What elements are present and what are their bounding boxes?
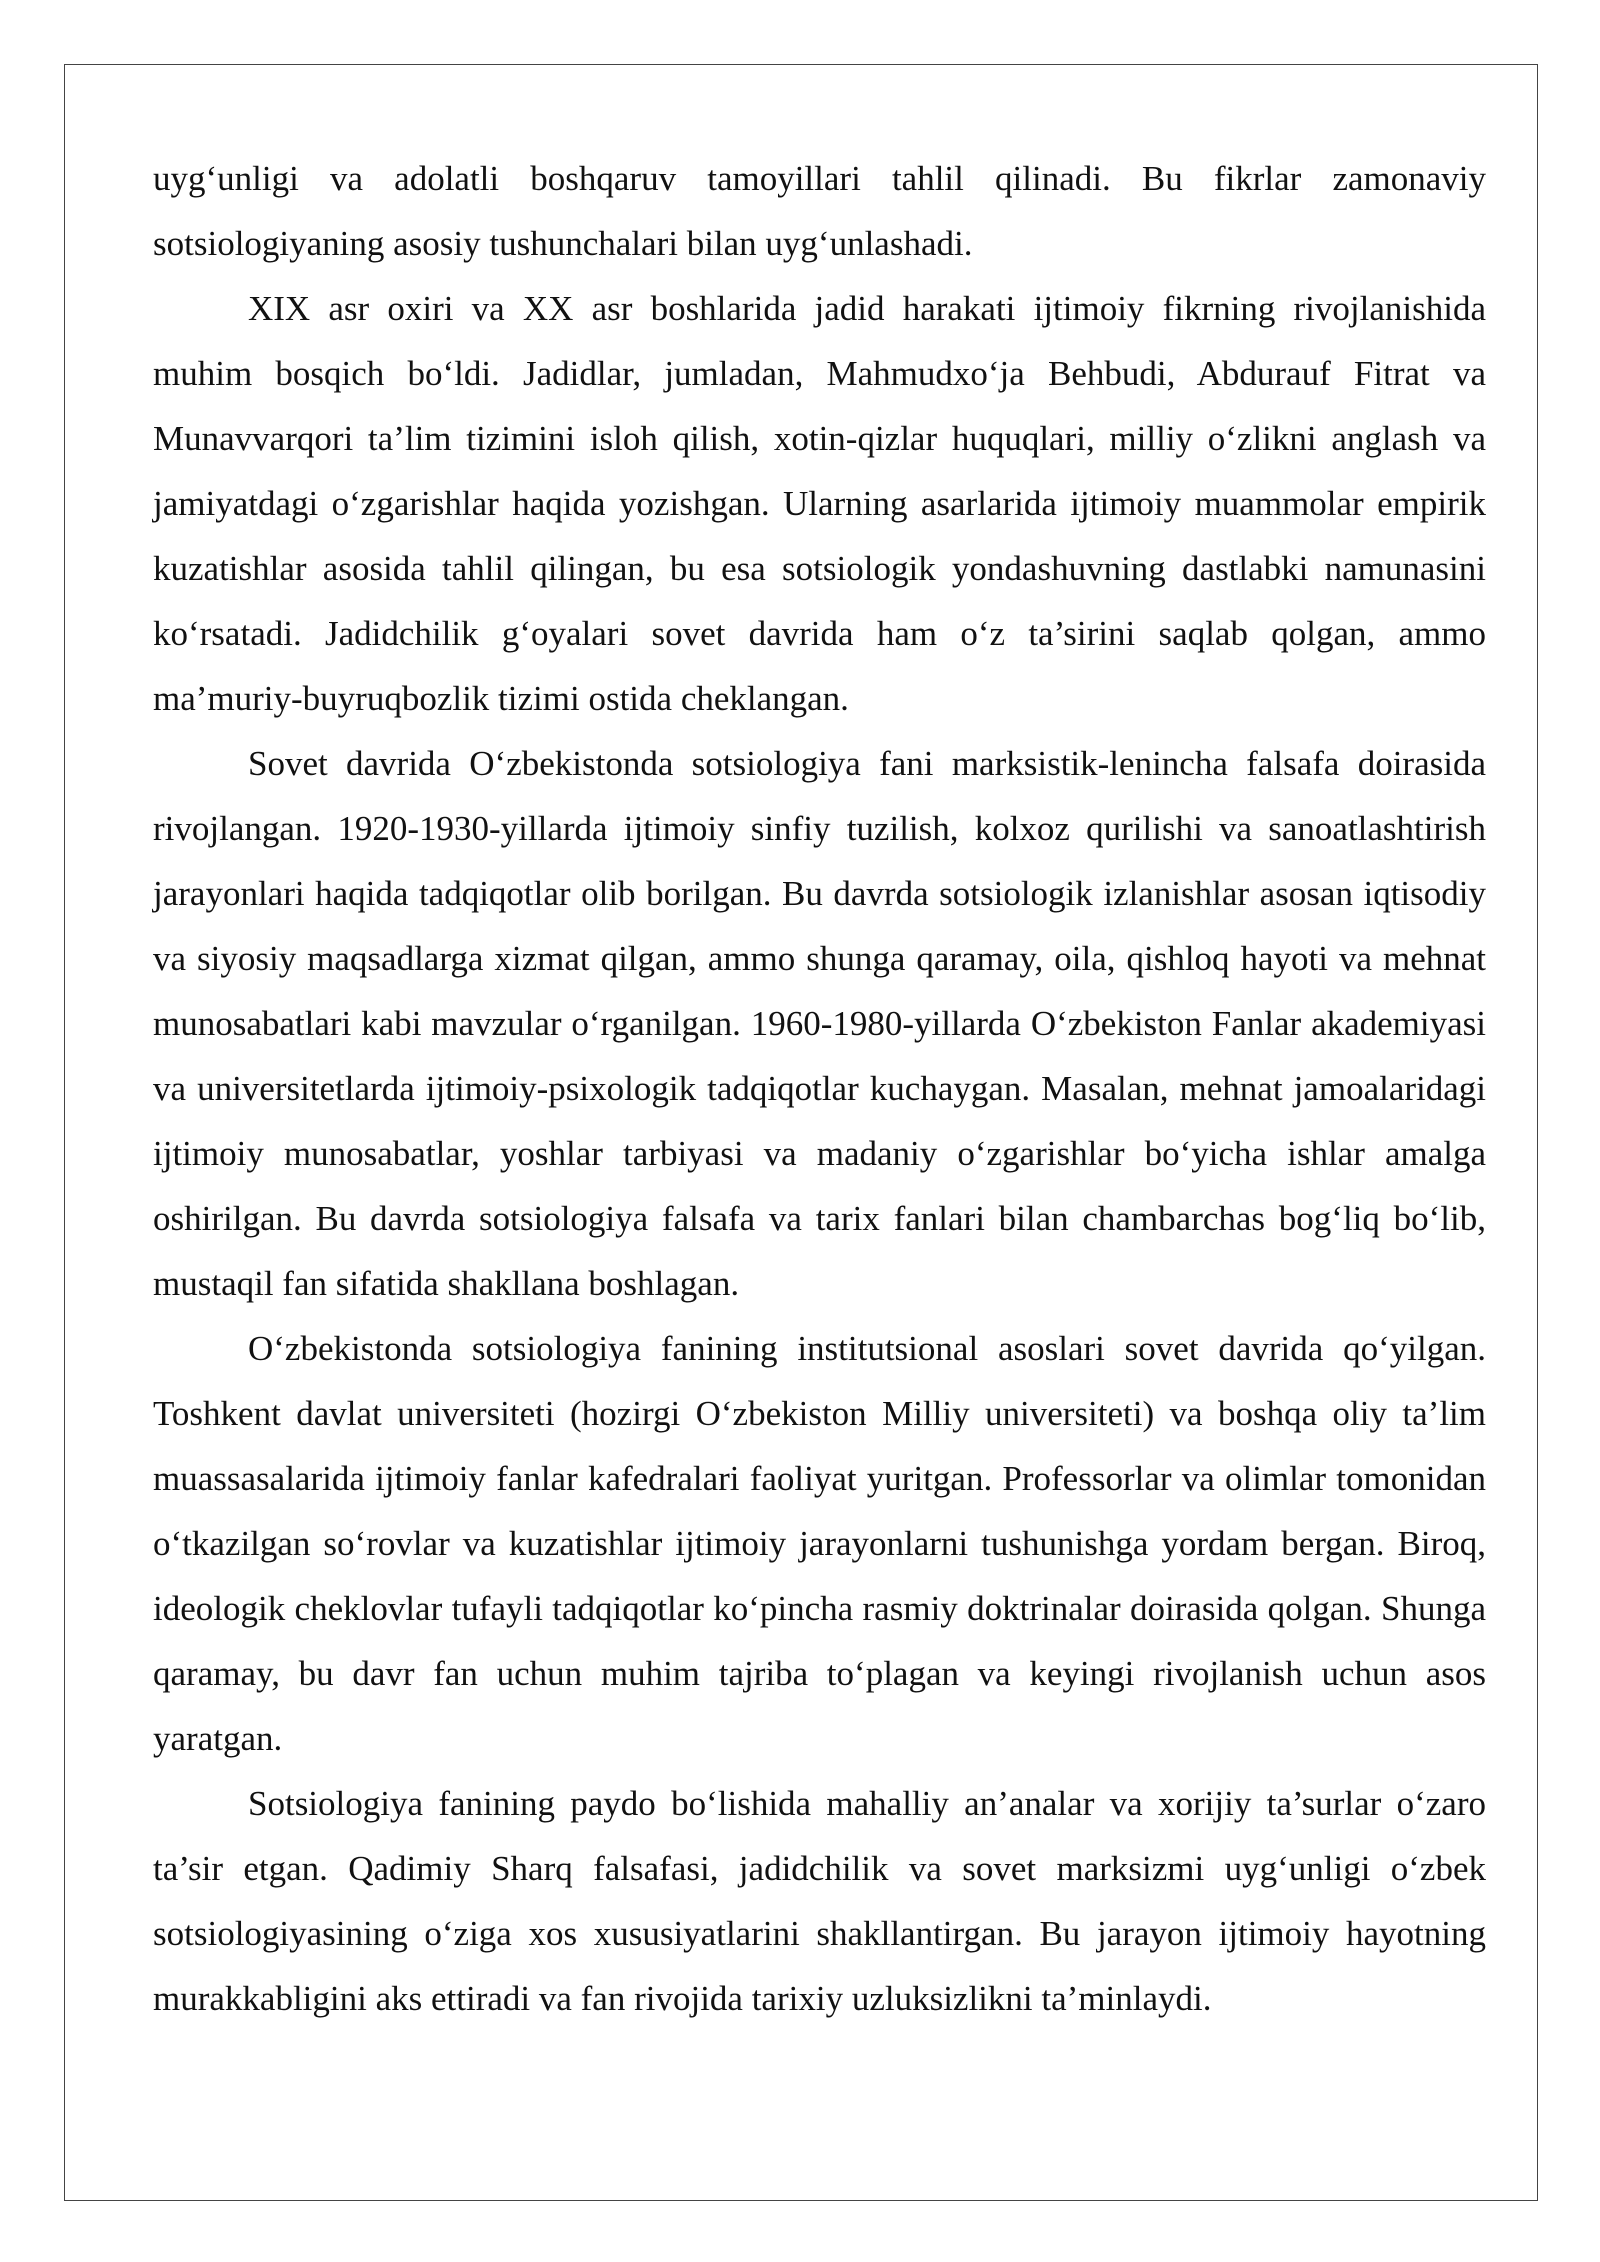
paragraph-institutional-foundations: O‘zbekistonda sotsiologiya fanining institutsional asoslari sovet davrida qo‘yilgan. Toshkent davlat universiteti (hozirgi O‘zbekiston Milliy universiteti) va boshqa oliy ta’lim muassasalarida ijtimoiy fanlar kafedralari faoliyat yuritgan. Professorlar va olimlar tomonidan o‘tkazilgan so‘rovlar va kuzatishlar ijtimoiy jarayonlarni tushunishga yordam bergan. Biroq, ideologik cheklovlar tufayli tadqiqotlar ko‘pincha rasmiy doktrinalar doirasida qolgan. Shunga qaramay, bu davr fan uchun muhim tajriba to‘plagan va keyingi rivojlanish uchun asos yaratgan.: [153, 1329, 1486, 1758]
paragraph-soviet-period: Sovet davrida O‘zbekistonda sotsiologiya fani marksistik-lenincha falsafa doirasida rivojlangan. 1920-1930-yillarda ijtimoiy sinfiy tuzilish, kolxoz qurilishi va sanoatlashtirish jarayonlari haqida tadqiqotlar olib borilgan. Bu davrda sotsiologik izlanishlar asosan iqtisodiy va siyosiy maqsadlarga xizmat qilgan, ammo shunga qaramay, oila, qishloq hayoti va mehnat munosabatlari kabi mavzular o‘rganilgan. 1960-1980-yillarda O‘zbekiston Fanlar akademiyasi va universitetlarda ijtimoiy-psixologik tadqiqotlar kuchaygan. Masalan, mehnat jamoalaridagi ijtimoiy munosabatlar, yoshlar tarbiyasi va madaniy o‘zgarishlar bo‘yicha ishlar amalga oshirilgan. Bu davrda sotsiologiya falsafa va tarix fanlari bilan chambarchas bog‘liq bo‘lib, mustaqil fan sifatida shakllana boshlagan.: [153, 744, 1486, 1303]
paragraph-jadid-movement: XIX asr oxiri va XX asr boshlarida jadid harakati ijtimoiy fikrning rivojlanishida muhim bosqich bo‘ldi. Jadidlar, jumladan, Mahmudxo‘ja Behbudi, Abdurauf Fitrat va Munavvarqori ta’lim tizimini isloh qilish, xotin-qizlar huquqlari, milliy o‘zlikni anglash va jamiyatdagi o‘zgarishlar haqida yozishgan. Ularning asarlarida ijtimoiy muammolar empirik kuzatishlar asosida tahlil qilingan, bu esa sotsiologik yondashuvning dastlabki namunasini ko‘rsatadi. Jadidchilik g‘oyalari sovet davrida ham o‘z ta’sirini saqlab qolgan, ammo ma’muriy-buyruqbozlik tizimi ostida cheklangan.: [153, 289, 1486, 718]
paragraph-conclusion: Sotsiologiya fanining paydo bo‘lishida mahalliy an’analar va xorijiy ta’surlar o‘zaro ta’sir etgan. Qadimiy Sharq falsafasi, jadidchilik va sovet marksizmi uyg‘unligi o‘zbek sotsiologiyasining o‘ziga xos xususiyatlarini shakllantirgan. Bu jarayon ijtimoiy hayotning murakkabligini aks ettiradi va fan rivojida tarixiy uzluksizlikni ta’minlaydi.: [153, 1784, 1486, 2018]
paragraph-continuation: uyg‘unligi va adolatli boshqaruv tamoyillari tahlil qilinadi. Bu fikrlar zamonaviy sotsiologiyaning asosiy tushunchalari bilan uyg‘unlashadi.: [153, 159, 1486, 263]
document-body: [153, 146, 1486, 2031]
